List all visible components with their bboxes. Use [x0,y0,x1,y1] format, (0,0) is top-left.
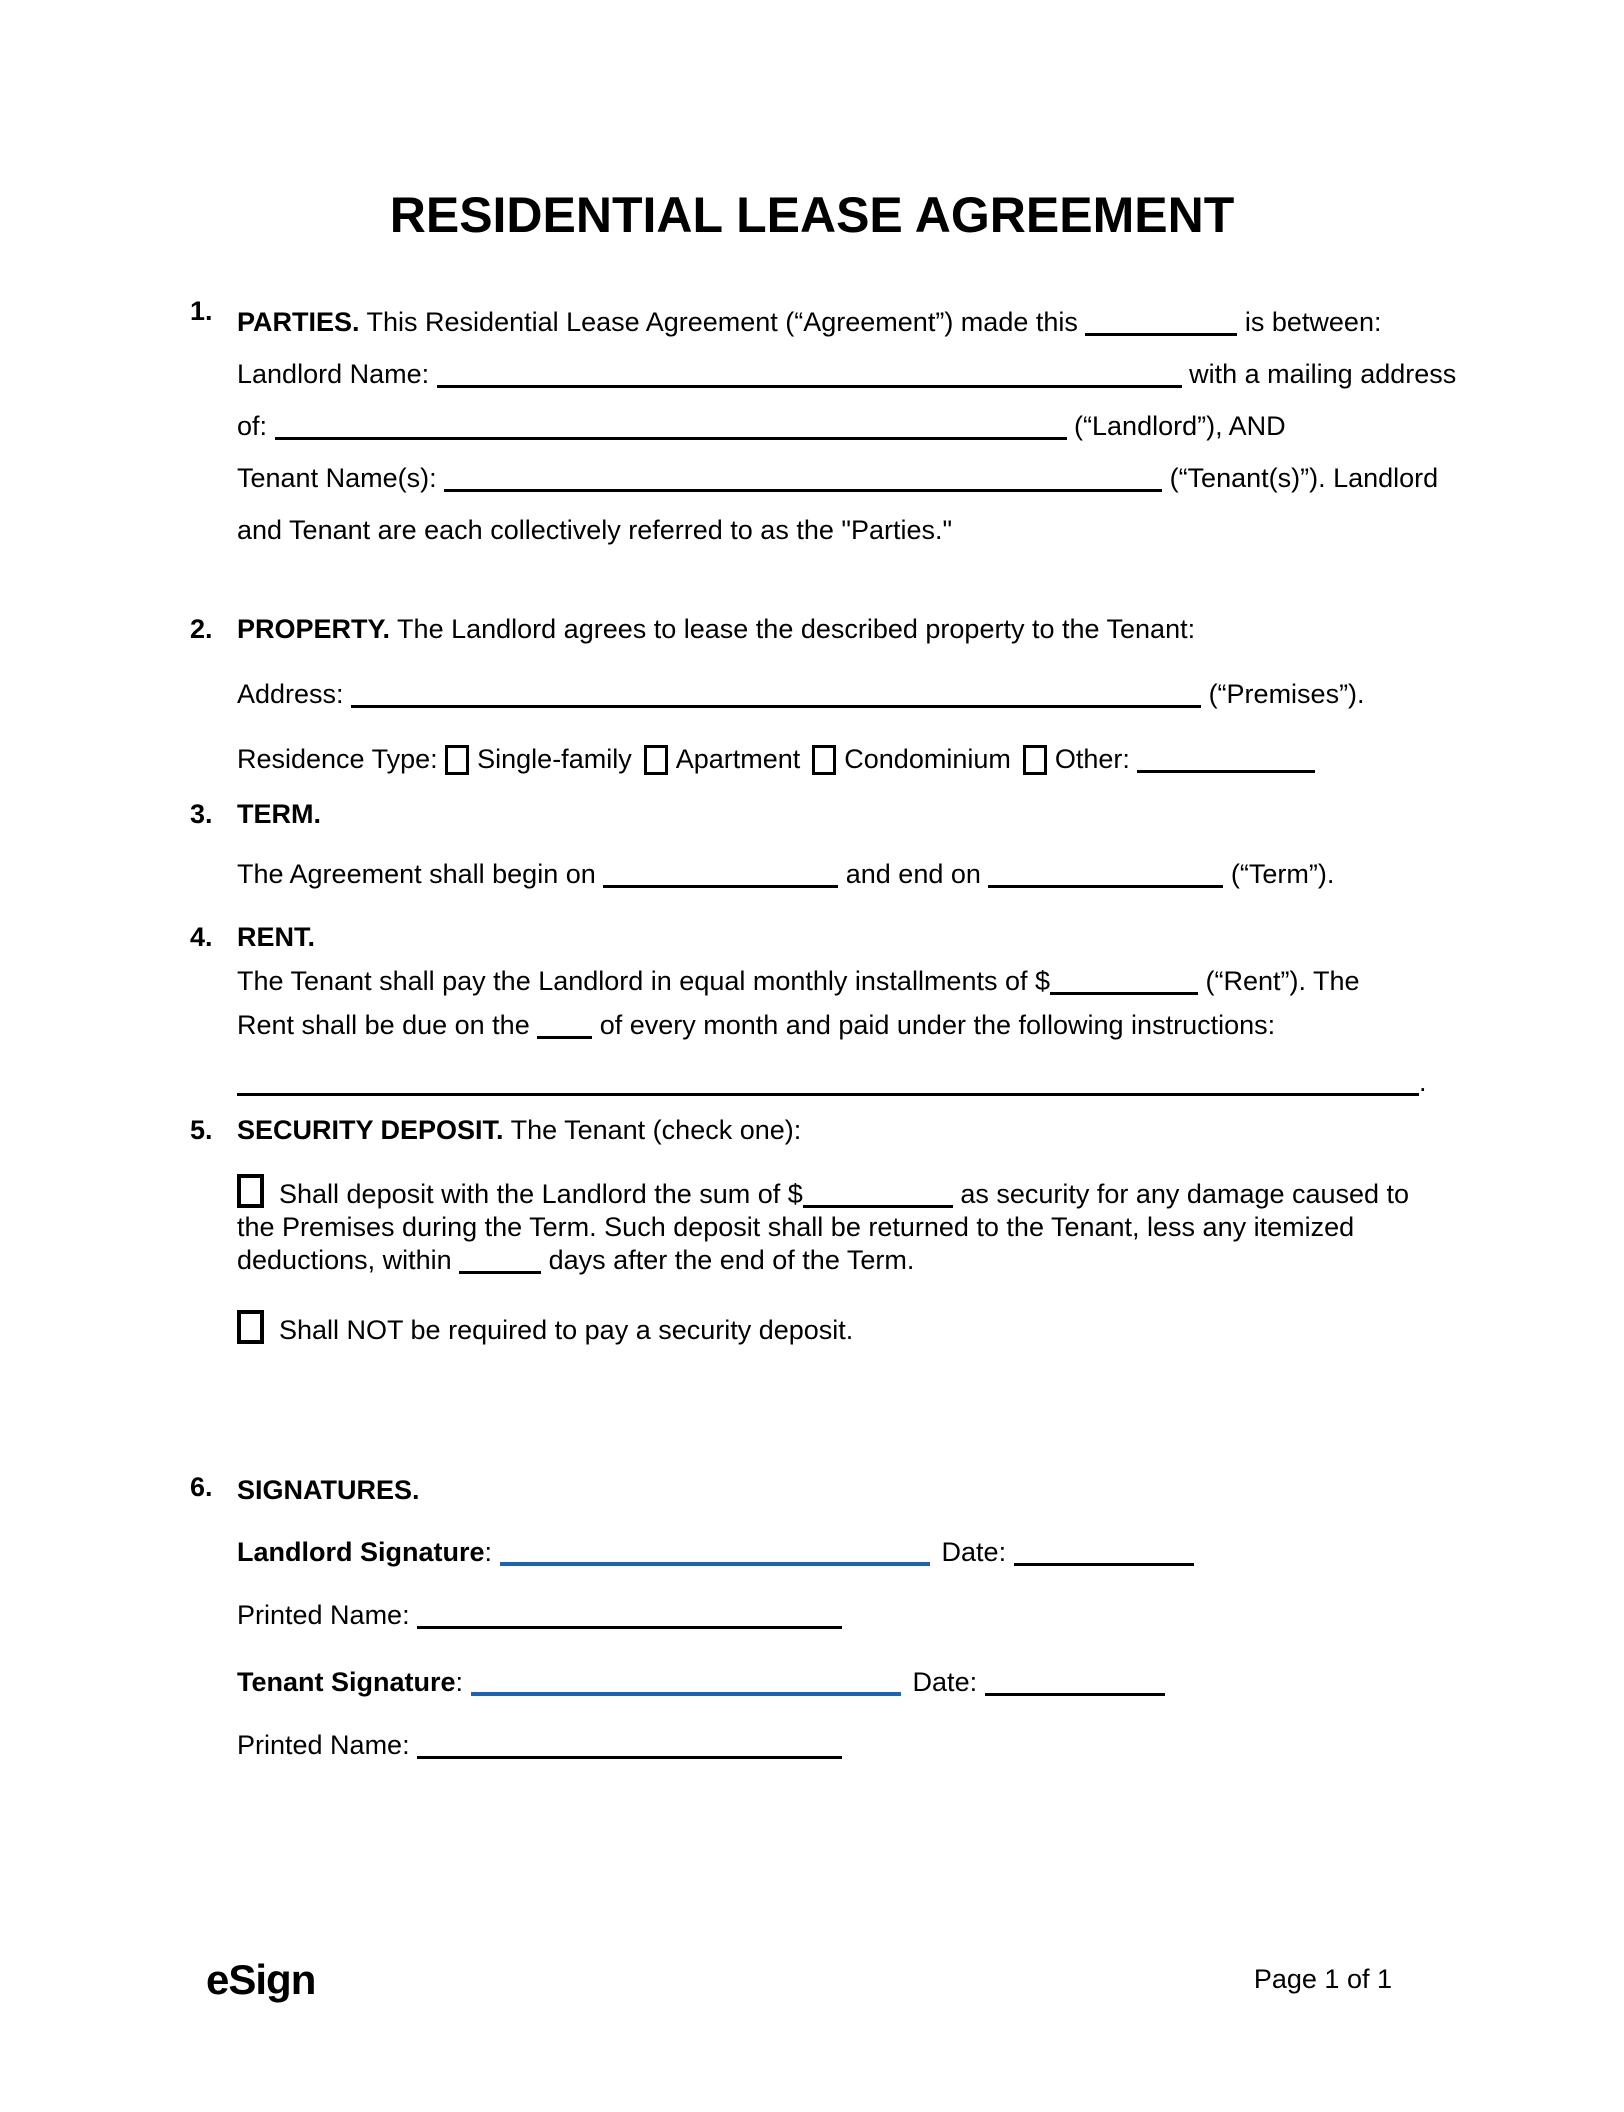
signatures-heading: SIGNATURES. [237,1475,420,1505]
signatures-section-number: 6. [190,1472,213,1502]
rent-section-number: 4. [190,922,213,952]
property-address-label: Address: [237,679,352,709]
deposit-option-after-text: days after the end of the Term. [541,1245,915,1275]
tenant-printed-name-label: Printed Name: [237,1730,418,1760]
residence-type-label: Residence Type: [237,744,446,774]
property-address-field[interactable] [351,699,1201,708]
residence-checkbox-condominium[interactable] [812,745,836,775]
term-start-date-field[interactable] [603,879,838,888]
tenant-signature-field[interactable] [471,1686,901,1696]
term-begin-label: The Agreement shall begin on [237,859,604,889]
other-residence-field[interactable] [1137,764,1315,773]
tenant-date-label: Date: [912,1667,985,1697]
tenant-date-field[interactable] [985,1687,1165,1696]
tenant-printed-name-field[interactable] [417,1750,842,1759]
parties-section-number: 1. [190,296,213,326]
tenant-names-label: Tenant Name(s): [237,463,445,493]
page-number-indicator: Page 1 of 1 [1253,1964,1392,1994]
no-deposit-checkbox[interactable] [237,1310,264,1344]
section-term [190,784,1437,904]
landlord-signature-label: Landlord Signature [237,1537,485,1567]
parties-heading: PARTIES. [237,307,360,337]
rent-due-day-field[interactable] [537,1030,592,1039]
security-heading: SECURITY DEPOSIT. [237,1115,504,1145]
deposit-option-text: Shall deposit with the Landlord the sum of $ [279,1179,803,1209]
document-title: RESIDENTIAL LEASE AGREEMENT [389,187,1235,243]
property-section-number: 2. [190,614,213,644]
residence-checkbox-apartment[interactable] [644,745,668,775]
deposit-return-days-field[interactable] [459,1265,541,1274]
residence-option-other-label: Other: [1054,744,1138,774]
landlord-name-field[interactable] [437,379,1182,388]
payment-instructions-field[interactable] [237,1087,1419,1096]
term-heading: TERM. [237,799,321,829]
no-deposit-option-text: Shall NOT be required to pay a security deposit. [279,1315,854,1345]
residence-checkbox-single-family[interactable] [445,745,469,775]
rent-heading: RENT. [237,922,316,952]
rent-line2-after: of every month and paid under the following instructions: [592,1010,1276,1040]
rent-line1-text: The Tenant shall pay the Landlord in equal monthly installments of $ [237,966,1051,996]
residence-option-single-family-label: Single-family [477,744,632,774]
section-parties [190,296,1457,556]
tenant-names-after: (“Tenant(s)”). Landlord [1162,463,1439,493]
landlord-address-label: of: [237,411,275,441]
rent-period-text: . [1419,1067,1427,1097]
parties-intro-text: This Residential Lease Agreement (“Agreement”) made this [359,307,1086,337]
landlord-printed-name-field[interactable] [417,1620,842,1629]
security-deposit-amount-field[interactable] [803,1199,953,1208]
section-property [190,597,1437,792]
landlord-date-label: Date: [941,1537,1014,1567]
tenant-signature-label: Tenant Signature [237,1667,456,1697]
landlord-signature-field[interactable] [500,1556,930,1566]
security-intro-text: The Tenant (check one): [503,1115,802,1145]
security-section-number: 5. [190,1115,213,1145]
rent-amount-field[interactable] [1050,986,1198,995]
property-heading: PROPERTY. [237,614,391,644]
security-deposit-checkbox[interactable] [237,1174,264,1208]
deposit-option-mid-text: as security for any damage caused to the Premises during the Term. Such deposit shall be returned to the Tenant, less any itemized deductions, within [237,1179,1410,1275]
section-signatures [190,1472,1437,1763]
tenant-signature-colon: : [455,1667,471,1697]
esign-logo: eSign [206,1956,316,2003]
landlord-address-field[interactable] [275,431,1067,440]
section-rent [190,915,1437,1104]
residence-option-condominium-label: Condominium [844,744,1011,774]
landlord-signature-colon: : [484,1537,500,1567]
term-after-text: (“Term”). [1223,859,1335,889]
property-intro-text: The Landlord agrees to lease the described property to the Tenant: [390,614,1196,644]
term-section-number: 3. [190,799,213,829]
parties-intro-after: is between: [1237,307,1382,337]
landlord-name-label: Landlord Name: [237,359,437,389]
term-end-date-field[interactable] [988,879,1223,888]
parties-closing-text: and Tenant are each collectively referred to as the "Parties." [237,515,953,545]
landlord-name-after: with a mailing address [1181,359,1457,389]
tenant-names-field[interactable] [444,483,1162,492]
rent-line1-after: (“Rent”). The [1198,966,1360,996]
section-security-deposit [190,1108,1437,1352]
landlord-printed-name-label: Printed Name: [237,1600,418,1630]
residence-checkbox-other[interactable] [1023,745,1047,775]
property-address-after: (“Premises”). [1201,679,1365,709]
landlord-address-after: (“Landlord”), AND [1066,411,1286,441]
term-middle-text: and end on [838,859,989,889]
rent-line2-text: Rent shall be due on the [237,1010,538,1040]
residence-option-apartment-label: Apartment [675,744,801,774]
landlord-date-field[interactable] [1014,1557,1194,1566]
agreement-date-field[interactable] [1085,327,1237,336]
